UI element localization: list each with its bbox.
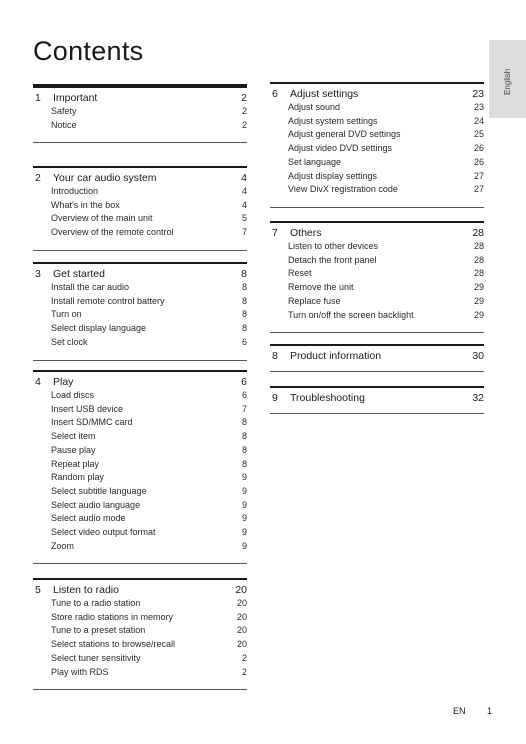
toc-entry-page: 2 (241, 666, 247, 677)
toc-entry-page: 26 (473, 156, 484, 167)
toc-entry[interactable] (33, 322, 247, 336)
toc-entry-label: Pause play (51, 444, 96, 455)
section-heading[interactable] (33, 171, 247, 185)
footer-page-number: 1 (487, 706, 493, 716)
toc-entry-page: 7 (241, 227, 247, 238)
toc-entry-page: 6 (241, 336, 247, 347)
section-heading[interactable] (270, 349, 484, 363)
toc-entry-page: 25 (473, 129, 484, 140)
side-tab-label: English (503, 68, 512, 96)
section-number: 9 (272, 392, 278, 404)
toc-entry[interactable] (33, 185, 247, 199)
toc-entry-page: 2 (241, 652, 247, 663)
toc-entry[interactable] (33, 485, 247, 499)
toc-section-4 (33, 370, 247, 564)
toc-entry[interactable] (33, 389, 247, 403)
section-title: Play (53, 376, 74, 388)
toc-entry-label: Detach the front panel (288, 254, 377, 265)
toc-entry[interactable] (270, 267, 484, 281)
toc-entry-label: Overview of the remote control (51, 227, 174, 238)
toc-entry-label: Select audio mode (51, 513, 126, 524)
section-heading[interactable] (33, 375, 247, 389)
section-heading[interactable] (270, 391, 484, 405)
toc-entry-page: 8 (241, 282, 247, 292)
toc-section-3 (33, 262, 247, 361)
section-page: 28 (472, 227, 484, 239)
footer-lang: EN (453, 706, 466, 716)
toc-entry[interactable] (270, 156, 484, 170)
section-heading[interactable] (33, 267, 247, 281)
toc-entry-label: Remove the unit (288, 282, 354, 293)
toc-entry[interactable] (270, 101, 484, 115)
toc-entry-page: 4 (241, 186, 247, 196)
toc-entry-page: 20 (236, 625, 247, 636)
toc-entry[interactable] (33, 119, 247, 133)
toc-entry-label: Overview of the main unit (51, 213, 153, 224)
toc-entry-label: Store radio stations in memory (51, 611, 174, 622)
section-heading[interactable] (270, 226, 484, 240)
toc-entry-page: 9 (241, 485, 247, 496)
toc-entry[interactable] (33, 624, 247, 638)
toc-entry-label: Select display language (51, 323, 147, 334)
toc-entry-page: 27 (473, 184, 484, 195)
toc-section-6 (270, 82, 484, 208)
toc-entry-label: Safety (51, 106, 77, 116)
toc-entry-page: 8 (241, 309, 247, 320)
toc-section-8 (270, 344, 484, 372)
toc-entry-page: 8 (241, 444, 247, 455)
toc-entry-page: 8 (241, 417, 247, 428)
toc-entry-label: Notice (51, 119, 77, 130)
toc-entry[interactable] (270, 309, 484, 323)
section-rule (33, 578, 247, 580)
toc-entry[interactable] (33, 652, 247, 666)
toc-entry[interactable] (270, 115, 484, 129)
toc-entry-page: 5 (241, 213, 247, 224)
toc-entry[interactable] (33, 212, 247, 226)
section-page: 30 (472, 350, 484, 362)
section-bottom-rule (270, 332, 484, 333)
toc-entry-label: Select subtitle language (51, 485, 147, 496)
section-rule (270, 344, 484, 346)
toc-entry-page: 27 (473, 170, 484, 181)
toc-entry-label: Listen to other devices (288, 241, 379, 251)
section-number: 3 (35, 268, 41, 280)
toc-entry-label: Adjust display settings (288, 170, 378, 181)
toc-entry-page: 2 (241, 119, 247, 130)
section-number: 1 (35, 92, 41, 104)
toc-entry[interactable] (270, 128, 484, 142)
section-bottom-rule (33, 250, 247, 251)
toc-entry-label: View DivX registration code (288, 184, 398, 195)
toc-entry-label: Turn on (51, 309, 82, 320)
section-title: Important (53, 92, 98, 104)
toc-entry[interactable] (270, 240, 484, 254)
toc-entry-label: Insert SD/MMC card (51, 417, 133, 428)
toc-entry[interactable] (33, 597, 247, 611)
toc-entry-page: 28 (473, 241, 484, 251)
section-title: Troubleshooting (290, 392, 365, 404)
toc-entry-label: Adjust video DVD settings (288, 143, 393, 154)
section-bottom-rule (270, 413, 484, 414)
toc-entry[interactable] (33, 526, 247, 540)
toc-entry-label: Load discs (51, 390, 95, 400)
toc-entry-label: Select video output format (51, 527, 156, 538)
section-rule (270, 82, 484, 84)
toc-entry[interactable] (33, 430, 247, 444)
toc-entry[interactable] (33, 666, 247, 680)
toc-entry-label: Tune to a preset station (51, 625, 146, 636)
section-title: Listen to radio (53, 584, 119, 596)
section-rule (33, 86, 247, 88)
toc-entry-label: Reset (288, 268, 312, 279)
toc-entry[interactable] (270, 170, 484, 184)
toc-entry-page: 24 (473, 115, 484, 126)
toc-entry[interactable] (33, 336, 247, 350)
section-heading[interactable] (33, 583, 247, 597)
toc-entry-label: Zoom (51, 540, 75, 551)
toc-section-1 (33, 86, 247, 143)
toc-section-2 (33, 166, 247, 251)
toc-entry-label: Select audio language (51, 499, 141, 510)
section-page: 20 (235, 584, 247, 596)
toc-entry[interactable] (270, 142, 484, 156)
toc-entry-label: Set language (288, 156, 342, 167)
toc-entry-page: 20 (236, 639, 247, 650)
toc-entry[interactable] (33, 226, 247, 240)
toc-entry[interactable] (270, 281, 484, 295)
toc-entry-page: 2 (241, 106, 247, 116)
toc-entry-label: Select item (51, 431, 96, 442)
toc-entry-page: 9 (241, 472, 247, 483)
toc-entry-label: What's in the box (51, 199, 120, 210)
toc-section-5 (33, 578, 247, 690)
toc-section-9 (270, 386, 484, 414)
section-rule (270, 386, 484, 388)
toc-entry-page: 9 (241, 540, 247, 551)
toc-section-7 (270, 221, 484, 333)
section-title: Others (290, 227, 322, 239)
toc-entry-page: 20 (236, 598, 247, 608)
toc-entry[interactable] (270, 183, 484, 197)
toc-entry-label: Turn on/off the screen backlight (288, 309, 414, 320)
toc-entry[interactable] (33, 512, 247, 526)
toc-entry[interactable] (33, 295, 247, 309)
toc-entry[interactable] (33, 308, 247, 322)
toc-entry-page: 8 (241, 458, 247, 469)
toc-entry[interactable] (33, 444, 247, 458)
toc-entry-label: Play with RDS (51, 666, 109, 677)
toc-entry-page: 28 (473, 268, 484, 279)
section-title: Adjust settings (290, 88, 359, 100)
toc-entry-page: 9 (241, 499, 247, 510)
toc-entry-label: Replace fuse (288, 295, 341, 306)
toc-entry-label: Random play (51, 472, 105, 483)
section-page: 2 (241, 92, 247, 104)
section-page: 8 (241, 268, 247, 280)
section-number: 7 (272, 227, 278, 239)
toc-entry[interactable] (33, 281, 247, 295)
section-heading[interactable] (33, 91, 247, 105)
toc-entry[interactable] (270, 295, 484, 309)
section-number: 8 (272, 350, 278, 362)
toc-entry-page: 6 (241, 390, 247, 400)
section-heading[interactable] (270, 87, 484, 101)
toc-entry[interactable] (33, 611, 247, 625)
section-bottom-rule (270, 207, 484, 208)
toc-entry-page: 8 (241, 295, 247, 306)
section-rule (270, 221, 484, 223)
section-title: Product information (290, 350, 382, 362)
section-rule (33, 262, 247, 264)
toc-entry-page: 29 (473, 295, 484, 306)
section-page: 32 (472, 392, 484, 404)
toc-entry-page: 4 (241, 199, 247, 210)
toc-entry[interactable] (33, 540, 247, 554)
toc-entry[interactable] (33, 499, 247, 513)
section-page: 23 (472, 88, 484, 100)
section-number: 2 (35, 172, 41, 184)
toc-entry[interactable] (33, 471, 247, 485)
toc-entry-page: 9 (241, 513, 247, 524)
toc-entry[interactable] (33, 105, 247, 119)
toc-entry[interactable] (270, 254, 484, 268)
section-number: 4 (35, 376, 41, 388)
toc-entry-page: 23 (473, 102, 484, 112)
toc-entry-page: 9 (241, 527, 247, 538)
section-number: 6 (272, 88, 278, 100)
toc-entry-page: 29 (473, 282, 484, 293)
toc-entry-label: Install remote control battery (51, 295, 165, 306)
toc-entry-label: Insert USB device (51, 403, 124, 414)
toc-entry-page: 29 (473, 309, 484, 320)
toc-entry[interactable] (33, 403, 247, 417)
section-page: 4 (241, 172, 247, 184)
toc-entry-page: 8 (241, 431, 247, 442)
section-page: 6 (241, 376, 247, 388)
section-bottom-rule (33, 689, 247, 690)
section-title: Your car audio system (53, 172, 157, 184)
toc-entry-label: Set clock (51, 336, 88, 347)
toc-entry-label: Install the car audio (51, 282, 130, 292)
section-number: 5 (35, 584, 41, 596)
toc-entry-label: Select stations to browse/recall (51, 639, 176, 650)
toc-entry-label: Adjust general DVD settings (288, 129, 401, 140)
toc-entry-page: 26 (473, 143, 484, 154)
toc-entry[interactable] (33, 199, 247, 213)
toc-entry-page: 28 (473, 254, 484, 265)
section-rule (33, 166, 247, 168)
section-rule (33, 370, 247, 372)
toc-entry-page: 8 (241, 323, 247, 334)
toc-entry-page: 20 (236, 611, 247, 622)
toc-entry[interactable] (33, 458, 247, 472)
toc-entry-label: Repeat play (51, 458, 100, 469)
toc-entry-label: Adjust system settings (288, 115, 378, 126)
section-bottom-rule (270, 371, 484, 372)
section-title: Get started (53, 268, 105, 280)
toc-entry[interactable] (33, 638, 247, 652)
toc-entry-page: 7 (241, 403, 247, 414)
toc-entry[interactable] (33, 416, 247, 430)
section-bottom-rule (33, 563, 247, 564)
page-title: Contents (33, 36, 144, 66)
section-bottom-rule (33, 360, 247, 361)
toc-entry-label: Tune to a radio station (51, 598, 141, 608)
toc-entry-label: Select tuner sensitivity (51, 652, 141, 663)
section-bottom-rule (33, 142, 247, 143)
toc-entry-label: Introduction (51, 186, 99, 196)
toc-entry-label: Adjust sound (288, 102, 341, 112)
